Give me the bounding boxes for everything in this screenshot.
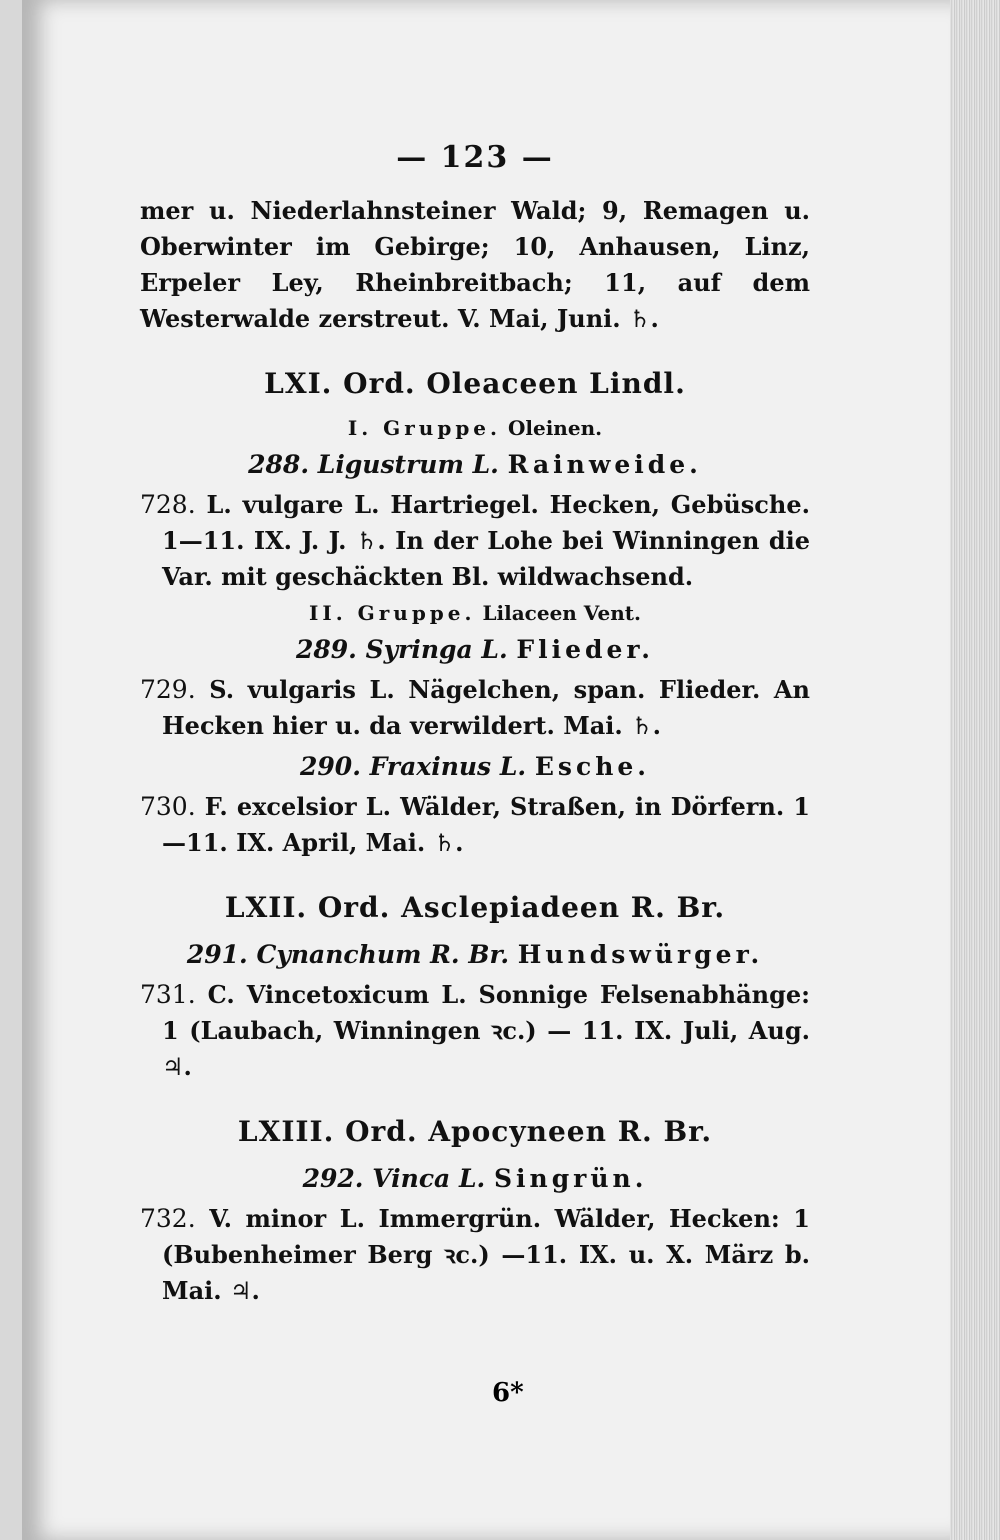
entry-text: F. excelsior L. Wälder, Straßen, in Dörfern. 1—11. IX. April, Mai. ♄. [162,792,810,857]
order-name: Oleaceen Lindl. [426,367,686,400]
genus-number: 290. [300,752,361,781]
page-gutter [0,0,24,1540]
order-name: Apocyneen R. Br. [428,1115,713,1148]
intro-paragraph: mer u. Niederlahnsteiner Wald; 9, Remagen u. Oberwinter im Gebirge; 10, Anhausen, Linz, Erpeler Ley, Rheinbreitbach; 11, auf dem Westerwalde zerstreut. V. Mai, Juni. ♄. [140,196,810,333]
entry-number: 731. [140,980,196,1009]
genus-german: Rainweide. [507,450,702,479]
page-content [140,140,810,1309]
entry-number: 732. [140,1204,196,1233]
genus-latin: Syringa L. [365,635,508,664]
order-heading-63 [140,1115,810,1148]
page-number: — 123 — [396,140,554,175]
order-heading-61 [140,367,810,400]
species-entry-732 [140,1201,810,1309]
genus-number: 288. [248,450,310,479]
entry-text: C. Vincetoxicum L. Sonnige Felsenabhänge: 1 (Laubach, Winningen ꝛc.) — 11. IX. Juli, Aug. ♃. [162,980,810,1081]
genus-number: 292. [302,1164,364,1193]
group-label: II. Gruppe. [309,601,476,625]
group-heading-2 [140,601,810,625]
species-entry-730 [140,789,810,861]
signature-mark: 6* [492,1378,524,1408]
entry-number: 729. [140,675,196,704]
genus-latin: Ligustrum L. [317,450,499,479]
entry-text: L. vulgare L. Hartriegel. Hecken, Gebüsche. 1—11. IX. J. J. ♄. In der Lohe bei Winningen die Var. mit geschäckten Bl. wildwachsend. [162,490,810,591]
order-roman: LXII. Ord. [224,891,391,924]
genus-german: Flieder. [516,635,655,664]
genus-latin: Vinca L. [372,1164,486,1193]
species-entry-731 [140,977,810,1085]
entry-text: V. minor L. Immergrün. Wälder, Hecken: 1 (Bubenheimer Berg ꝛc.) —11. IX. u. X. März b. Mai. ♃. [162,1204,811,1305]
entry-number: 730. [140,792,196,821]
species-entry-729 [140,672,810,744]
genus-latin: Fraxinus L. [369,752,527,781]
group-name: Oleinen. [507,416,603,440]
order-heading-62 [140,891,810,924]
order-roman: LXI. Ord. [264,367,416,400]
genus-german: Hundswürger. [517,940,764,969]
genus-number: 291. [186,940,248,969]
genus-heading-289 [140,635,810,664]
genus-latin: Cynanchum R. Br. [256,940,510,969]
genus-german: Esche. [534,752,650,781]
group-name: Lilaceen Vent. [482,601,641,625]
group-heading-1 [140,416,810,440]
genus-heading-290 [140,752,810,781]
genus-heading-291 [140,940,810,969]
genus-heading-292 [140,1164,810,1193]
book-page [22,0,952,1540]
group-label: I. Gruppe. [347,416,501,440]
entry-number: 728. [140,490,196,519]
order-roman: LXIII. Ord. [237,1115,418,1148]
genus-number: 289. [295,635,357,664]
page-edges [950,0,1000,1540]
genus-german: Singrün. [493,1164,648,1193]
order-name: Asclepiadeen R. Br. [401,891,726,924]
genus-heading-288 [140,450,810,479]
entry-text: S. vulgaris L. Nägelchen, span. Flieder. An Hecken hier u. da verwildert. Mai. ♄. [162,675,810,740]
species-entry-728 [140,487,810,595]
